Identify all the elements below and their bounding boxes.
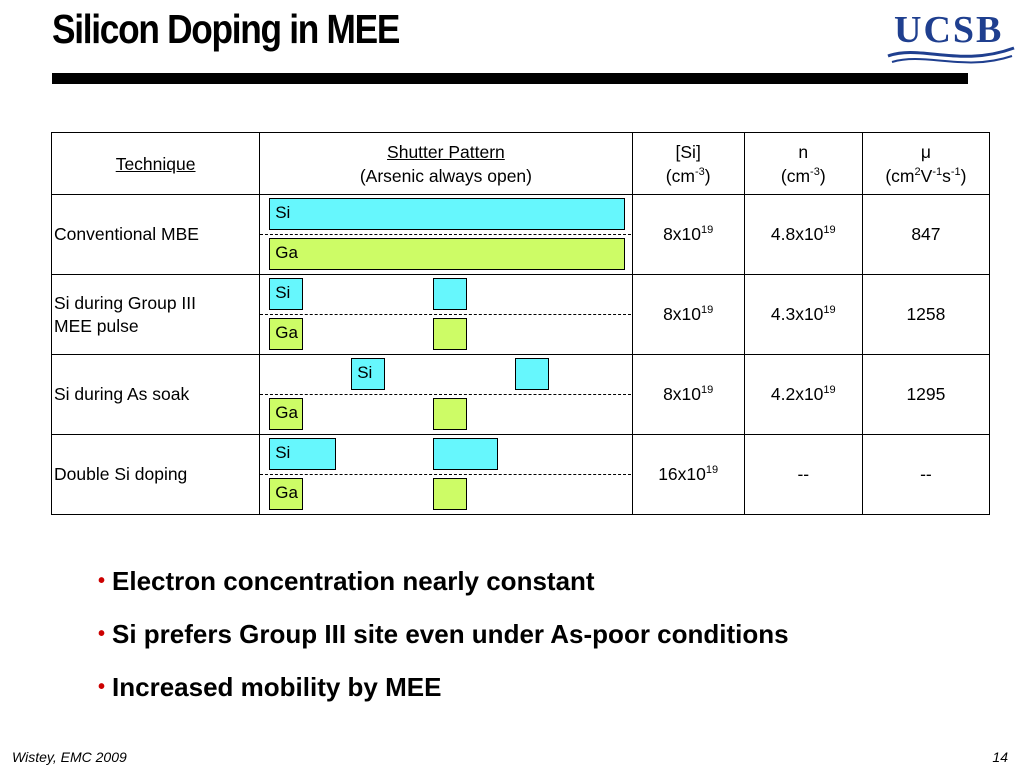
bullet-item: • Increased mobility by MEE: [98, 672, 442, 702]
si-shutter-pulse: Si: [269, 438, 336, 470]
ga-shutter-pulse: Ga: [269, 478, 303, 510]
ga-shutter-pulse: Ga: [269, 238, 625, 270]
technique-cell: Si during As soak: [52, 355, 260, 435]
technique-cell: Conventional MBE: [52, 195, 260, 275]
si-shutter-pulse: Si: [269, 278, 303, 310]
bullet-list: [98, 562, 789, 721]
si-shutter-pulse: [433, 438, 498, 470]
shutter-pattern-cell: [260, 275, 632, 355]
si-shutter-pulse: Si: [269, 198, 625, 230]
n-cell: $4.3x10^{19}$: [744, 275, 862, 355]
ga-shutter-pulse: Ga: [269, 318, 303, 350]
footer-citation: Wistey, EMC 2009: [12, 749, 127, 765]
table-row: [52, 195, 990, 275]
as-shutter-line: [260, 474, 631, 475]
bullet-dot-icon: •: [98, 623, 106, 645]
header-mobility: μ $(cm^2V^{-1}s^{-1})$: [862, 133, 989, 195]
bullet-item: • Electron concentration nearly constant: [98, 566, 595, 596]
si-concentration-cell: $8x10^{19}$: [632, 355, 744, 435]
mobility-cell: 847: [862, 195, 989, 275]
ga-shutter-pulse: [433, 318, 467, 350]
bullet-dot-icon: •: [98, 676, 106, 698]
header-shutter-pattern: Shutter Pattern (Arsenic always open): [260, 133, 632, 195]
shutter-pattern-cell: [260, 195, 632, 275]
slide-title: Silicon Doping in MEE: [52, 6, 400, 52]
header-technique: Technique: [52, 133, 260, 195]
mobility-cell: 1258: [862, 275, 989, 355]
table-row: [52, 355, 990, 435]
as-shutter-line: [260, 394, 631, 395]
ucsb-logo: [880, 4, 1020, 70]
header-n: n $(cm^{-3})$: [744, 133, 862, 195]
bullet-dot-icon: •: [98, 570, 106, 592]
si-shutter-pulse: Si: [351, 358, 385, 390]
as-shutter-line: [260, 234, 631, 235]
table-row: [52, 275, 990, 355]
header-si-concentration: [Si] $(cm^{-3})$: [632, 133, 744, 195]
n-cell: $4.8x10^{19}$: [744, 195, 862, 275]
ga-shutter-pulse: [433, 398, 467, 430]
n-cell: --: [744, 435, 862, 515]
title-divider: [52, 73, 968, 84]
mobility-cell: --: [862, 435, 989, 515]
shutter-pattern-cell: [260, 355, 632, 435]
as-shutter-line: [260, 314, 631, 315]
si-shutter-pulse: [433, 278, 467, 310]
logo-text: UCSB: [894, 9, 1004, 51]
si-concentration-cell: $16x10^{19}$: [632, 435, 744, 515]
technique-cell: Si during Group III MEE pulse: [52, 275, 260, 355]
si-concentration-cell: $8x10^{19}$: [632, 275, 744, 355]
table-row: [52, 435, 990, 515]
doping-table: [51, 132, 990, 515]
shutter-pattern-cell: [260, 435, 632, 515]
ga-shutter-pulse: [433, 478, 467, 510]
ga-shutter-pulse: Ga: [269, 398, 303, 430]
n-cell: $4.2x10^{19}$: [744, 355, 862, 435]
mobility-cell: 1295: [862, 355, 989, 435]
page-number: 14: [992, 749, 1008, 765]
table-header-row: [52, 133, 990, 195]
si-concentration-cell: $8x10^{19}$: [632, 195, 744, 275]
si-shutter-pulse: [515, 358, 549, 390]
technique-cell: Double Si doping: [52, 435, 260, 515]
bullet-item: • Si prefers Group III site even under As-poor conditions: [98, 619, 789, 649]
